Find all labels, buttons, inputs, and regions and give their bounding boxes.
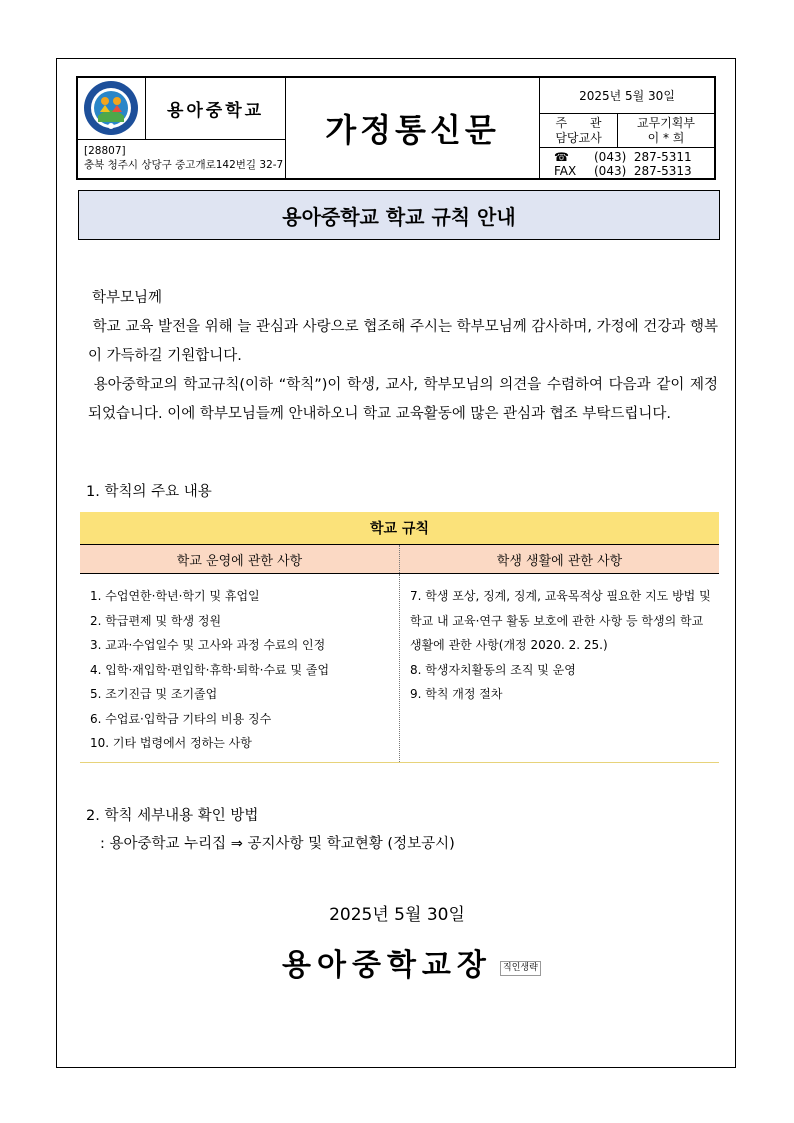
list-item: 4. 입학·재입학·편입학·휴학·퇴학·수료 및 졸업 (90, 662, 330, 677)
postal-code: [28807] (84, 145, 126, 157)
role-labels (540, 114, 618, 148)
principal-signature: 용아중학교장 (282, 948, 492, 983)
operation-items (80, 574, 400, 762)
responsible-person (618, 114, 714, 148)
list-item: 10. 기타 법령에서 정하는 사항 (90, 736, 252, 750)
school-address (84, 144, 283, 172)
list-item: 8. 학생자치활동의 조직 및 운영 (410, 662, 576, 677)
list-item: 2. 학급편제 및 학생 정원 (90, 613, 222, 628)
list-item: 7. 학생 포상, 징계, 징계, 교육목적상 필요한 지도 방법 및 학교 내 교육·연구 활동 보호에 관한 사항 등 학생의 학교생활에 관한 사항(개정 2020. 2. 25.) (410, 589, 711, 652)
teacher-name: 이 * 희 (647, 131, 685, 145)
rules-table-title: 학교 규칙 (80, 512, 719, 544)
list-item: 6. 수업료·입학금 기타의 비용 징수 (90, 711, 272, 726)
notice-body (88, 284, 718, 429)
letter-header (76, 76, 716, 180)
section2-heading: 2. 학칙 세부내용 확인 방법 (86, 808, 259, 824)
notice-title: 용아중학교 학교 규칙 안내 (78, 190, 720, 240)
footer-date: 2025년 5월 30일 (329, 905, 465, 925)
fax-number: (043) 287-5313 (594, 164, 692, 178)
list-item: 3. 교과·수업일수 및 고사와 과정 수료의 인정 (90, 638, 326, 652)
contact-info (540, 78, 714, 178)
school-info (78, 78, 286, 178)
fax-label: FAX (554, 164, 577, 178)
section2-detail: : 용아중학교 누리집 ⇒ 공지사항 및 학교현황 (정보공시) (100, 836, 455, 852)
school-logo (78, 78, 146, 140)
greeting: 학부모님께 (92, 290, 163, 306)
school-name: 용아중학교 (146, 78, 285, 140)
phone-icon: ☎ (554, 150, 569, 164)
paragraph-2: 용아중학교의 학교규칙(이하 “학칙”)이 학생, 교사, 학부모님의 의견을 수렴하여 다음과 같이 제정되었습니다. 이에 학부모님들께 안내하오니 학교 교육활동에 많은 관심과 협조 부탁드립니다. (88, 377, 718, 422)
role-label-bottom: 담당교사 (555, 131, 602, 145)
address-text: 충북 청주시 상당구 중고개로142번길 32-7 (84, 159, 284, 171)
role-label-top: 주 관 (555, 116, 602, 130)
paragraph-1: 학교 교육 발전을 위해 늘 관심과 사랑으로 협조해 주시는 학부모님께 감사하며, 가정에 건강과 행복이 가득하길 기원합니다. (88, 319, 718, 364)
list-item: 1. 수업연한·학년·학기 및 휴업일 (90, 589, 260, 603)
issue-date: 2025년 5월 30일 (540, 78, 714, 114)
col-header-operation: 학교 운영에 관한 사항 (80, 545, 400, 573)
doc-type: 가정통신문 (286, 78, 540, 178)
seal-omitted-note: 직인생략 (500, 961, 541, 976)
phone-number: (043) 287-5311 (594, 150, 692, 164)
section2 (86, 802, 455, 858)
school-emblem-icon (78, 78, 144, 138)
student-life-items (400, 574, 719, 762)
col-header-student-life: 학생 생활에 관한 사항 (496, 553, 623, 569)
rules-table-body (80, 574, 719, 763)
list-item: 5. 조기진급 및 조기졸업 (90, 687, 218, 701)
list-item: 9. 학칙 개정 절차 (410, 687, 503, 701)
department: 교무기획부 (637, 116, 695, 130)
phone-fax (554, 150, 692, 178)
rules-table-columns (80, 544, 719, 574)
rules-table (80, 512, 719, 763)
section1-heading: 1. 학칙의 주요 내용 (86, 484, 212, 500)
